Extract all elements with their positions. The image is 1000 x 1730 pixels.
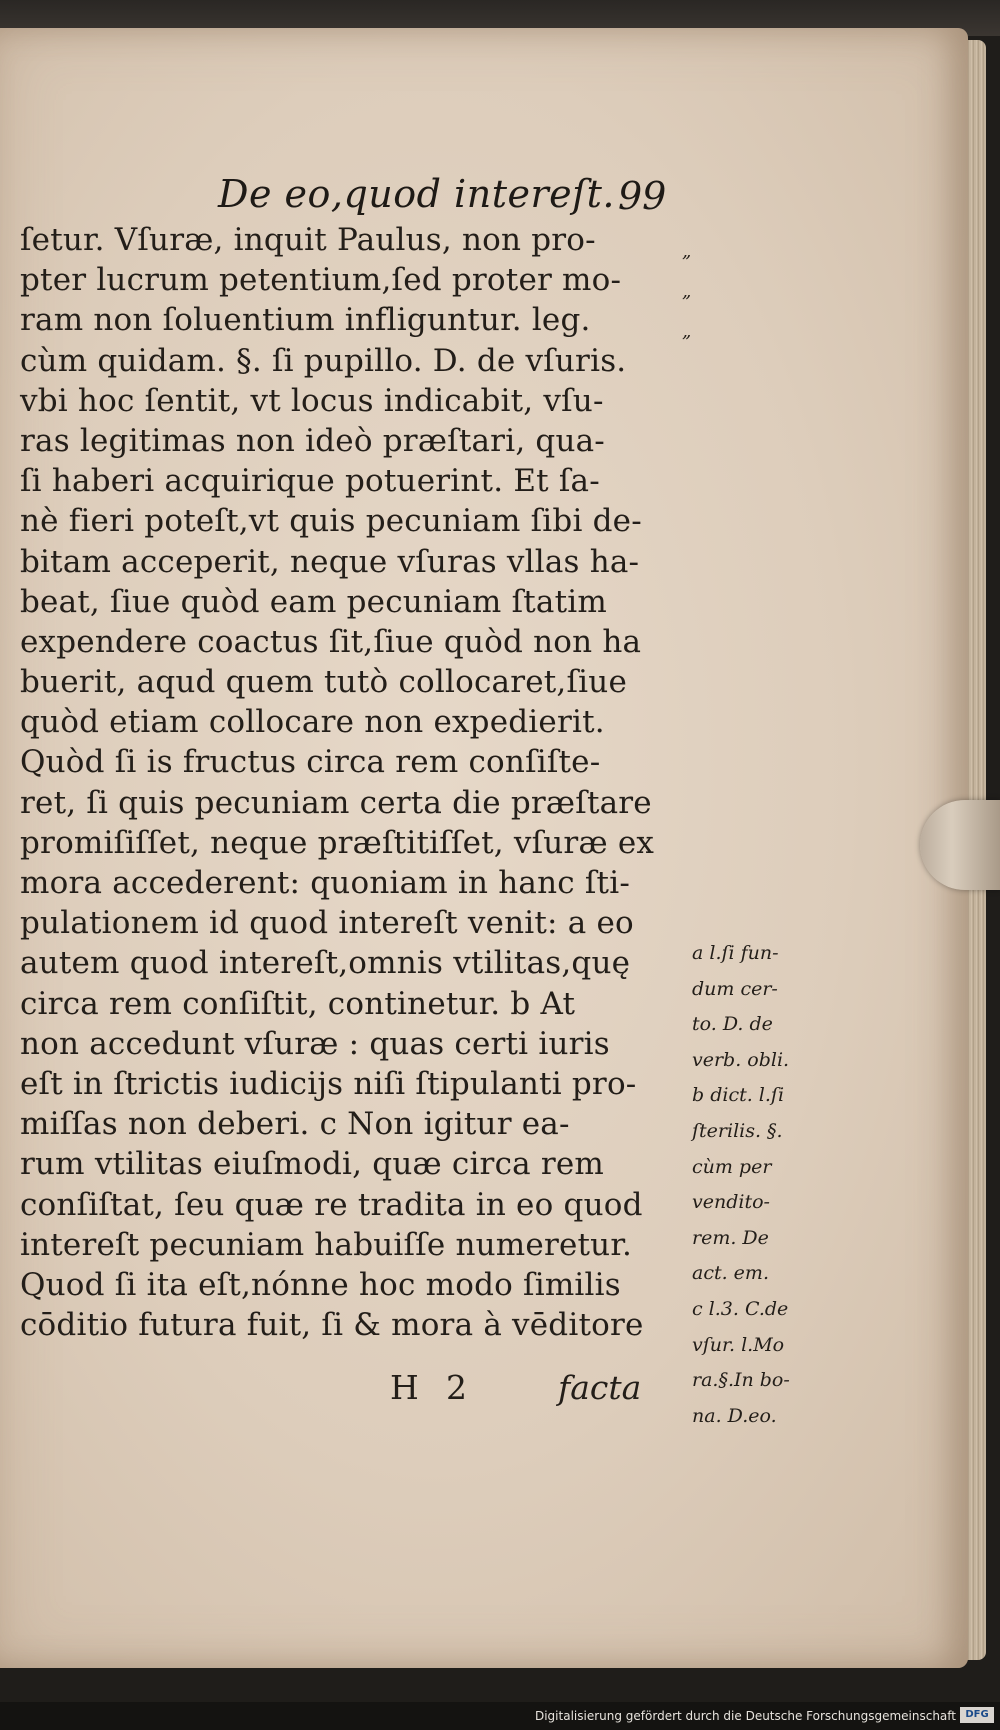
text-line: pulationem id quod intereſt venit: a eo: [20, 905, 634, 942]
marginal-note-line: a l.ſi fun-: [692, 942, 779, 964]
marginal-note-line: ſterilis. §.: [692, 1119, 783, 1142]
text-line: Quod ſi ita eſt,nónne hoc modo ſimilis: [20, 1266, 621, 1303]
text-line: vbi hoc ſentit, vt locus indicabit, vſu-: [20, 382, 604, 419]
text-line: ſetur. Vſuræ, inquit Paulus, non pro-: [20, 222, 596, 258]
text-line: ras legitimas non ideò præſtari, qua-: [20, 422, 605, 459]
marginal-notes: [692, 936, 802, 1434]
catchword: facta: [558, 1368, 642, 1407]
text-line: beat, ſiue quòd eam pecuniam ſtatim: [20, 583, 607, 620]
marginal-note-line: ra.§.In bo-: [692, 1369, 790, 1392]
text-line: pter lucrum petentium,ſed proter mo-: [20, 262, 622, 299]
text-line: bitam acceperit, neque vſuras vllas ha-: [20, 543, 640, 580]
signature-line: [390, 1368, 690, 1412]
text-line: intereſt pecuniam habuiſſe numeretur.: [20, 1226, 633, 1263]
text-line: buerit, aqud quem tutò collocaret,ſiue: [20, 664, 627, 701]
quote-mark: „: [682, 281, 692, 303]
text-line: miſſas non deberi. c Non igitur ea-: [20, 1106, 570, 1143]
running-head-title: De eo,quod intereſt.: [218, 172, 616, 216]
book-page: [0, 28, 968, 1668]
marginal-note-line: na. D.eo.: [692, 1404, 777, 1427]
text-line: ſi haberi acquirique potuerint. Et ſa-: [20, 463, 600, 500]
marginal-note-line: act. em.: [692, 1262, 769, 1285]
text-line: ret, ſi quis pecuniam certa die præſtare: [20, 784, 652, 821]
text-line: eſt in ſtrictis iudicijs niſi ſtipulanti pro-: [20, 1065, 637, 1102]
text-line: circa rem conſiſtit, continetur. b At: [20, 985, 576, 1022]
text-line: cùm quidam. §. ſi pupillo. D. de vſuris.: [20, 342, 627, 379]
page-number: 99: [618, 174, 667, 218]
signature-number: 2: [446, 1368, 467, 1407]
text-line: expendere coactus ſit,ſiue quòd non ha: [20, 623, 642, 660]
body-text: [20, 220, 680, 1345]
marginal-note-line: rem. De: [692, 1226, 769, 1249]
text-line: ram non ſoluentium infliguntur. leg.: [20, 302, 591, 339]
digitization-credit: Digitalisierung gefördert durch die Deutsche Forschungsgemeinschaft: [534, 1709, 956, 1723]
marginal-note-line: cùm per: [692, 1155, 772, 1178]
dfg-logo: DFG: [960, 1707, 994, 1723]
text-line: rum vtilitas eiuſmodi, quæ circa rem: [20, 1146, 605, 1183]
quote-mark: „: [682, 241, 692, 262]
text-line: cōditio futura fuit, ſi & mora à vēditore: [20, 1307, 644, 1344]
text-line: autem quod intereſt,omnis vtilitas,quę: [20, 945, 631, 982]
marginal-note-line: verb. obli.: [692, 1048, 790, 1071]
text-line: nè fieri poteſt,vt quis pecuniam ſibi de-: [20, 503, 642, 540]
marginal-note-line: b dict. l.ſi: [692, 1084, 785, 1107]
text-line: quòd etiam collocare non expedierit.: [20, 704, 605, 741]
marginal-note-line: to. D. de: [692, 1013, 773, 1036]
text-line: conſiſtat, ſeu quæ re tradita in eo quod: [20, 1186, 643, 1223]
quote-mark: „: [682, 321, 692, 343]
marginal-note-line: dum cer-: [692, 977, 778, 1000]
running-head: [0, 156, 968, 216]
book-clasp: [920, 800, 1000, 890]
marginal-note-line: vſur. l.Mo: [692, 1333, 785, 1356]
text-line: non accedunt vſuræ : quas certi iuris: [20, 1025, 610, 1062]
quotation-marks: [682, 232, 712, 353]
text-line: promiſiſſet, neque præſtitiſſet, vſuræ ex: [20, 824, 655, 861]
text-line: mora accederent: quoniam in hanc ſti-: [20, 865, 631, 901]
marginal-note-line: vendito-: [692, 1191, 770, 1214]
text-line: Quòd ſi is fructus circa rem conſiſte-: [20, 744, 601, 781]
signature-mark: H: [390, 1368, 419, 1407]
marginal-note-line: c l.3. C.de: [692, 1297, 789, 1320]
